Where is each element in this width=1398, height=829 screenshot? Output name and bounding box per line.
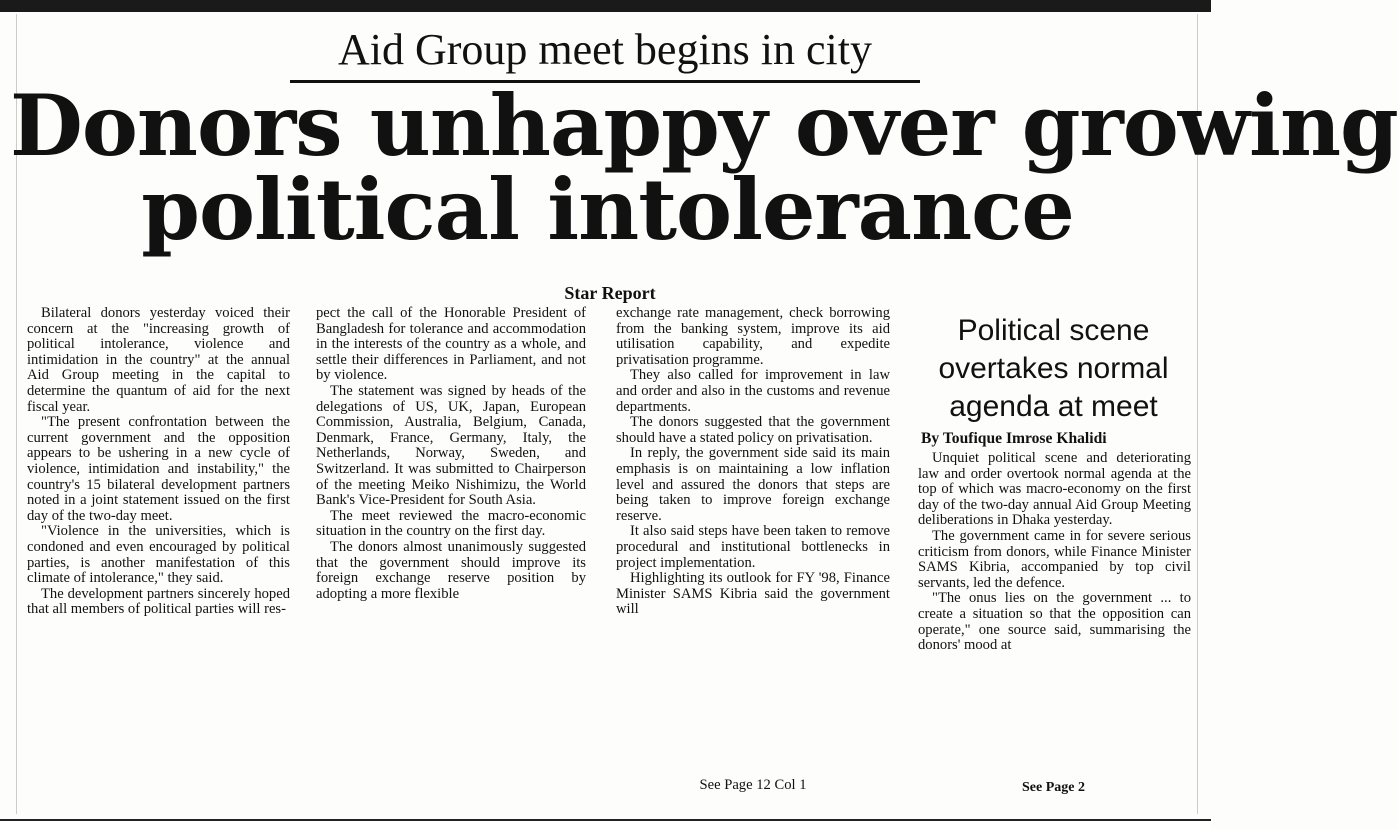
paragraph: The donors suggested that the government should have a stated policy on privatisation.: [616, 414, 890, 446]
sidebar-byline: By Toufique Imrose Khalidi: [921, 430, 1107, 447]
headline-line-1: Donors unhappy over growing: [10, 76, 1398, 175]
sidebar-headline-line-1: Political scene: [957, 314, 1150, 347]
paragraph: Bilateral donors yesterday voiced their concern at the "increasing growth of political intolerance, violence and intimidation in the country" at the annual Aid Group meeting in the capital to determine the quantum of aid for the next fiscal year.: [27, 305, 290, 415]
paragraph: The meet reviewed the macro-economic situation in the country on the first day.: [316, 507, 586, 540]
main-byline: Star Report: [564, 283, 656, 303]
paragraph: It also said steps have been taken to remove procedural and institutional bottlenecks in project implementation.: [616, 523, 890, 571]
paragraph: The government came in for severe serious criticism from donors, while Finance Minister SAMS Kibria, accompanied by top civil servants, led the defence.: [918, 527, 1191, 591]
sidebar-headline: [916, 312, 1191, 426]
article-column-3: [616, 306, 890, 794]
sidebar-headline-line-2: overtakes normal: [938, 352, 1169, 385]
paragraph: Unquiet political scene and deteriorating law and order overtook normal agenda at the top of which was macro-economy on the first day of the two-day annual Aid Group Meeting deliberations in Dhaka yesterday.: [918, 450, 1191, 529]
paragraph: The donors almost unanimously suggested that the government should improve its foreign exchange reserve position by adopting a more flexible: [316, 538, 586, 602]
paragraph: In reply, the government side said its main emphasis is on maintaining a low inflation level and assured the donors that steps are being taken to improve foreign exchange reserve.: [616, 445, 890, 524]
sidebar-column: [918, 451, 1191, 781]
paragraph: They also called for improvement in law and order and also in the customs and revenue departments.: [616, 367, 890, 415]
paragraph: pect the call of the Honorable President of Bangladesh for tolerance and accommodation in the interests of the country as a whole, and settle their differences in Parliament, and not by violence.: [316, 305, 586, 384]
top-rule: [0, 0, 1211, 12]
continuation-note: See Page 12 Col 1: [699, 777, 807, 793]
paragraph: "The onus lies on the government ... to create a situation so that the opposition can operate," one source said, summarising the donors' mood at: [918, 590, 1191, 654]
paragraph: "Violence in the universities, which is condoned and even encouraged by political parties, is another manifestation of this climate of intolerance," they said.: [27, 523, 290, 587]
paragraph: Highlighting its outlook for FY '98, Finance Minister SAMS Kibria said the government will: [616, 570, 890, 618]
article-column-1: [27, 306, 290, 794]
kicker-headline: Aid Group meet begins in city: [290, 22, 920, 83]
sidebar-headline-line-3: agenda at meet: [949, 390, 1158, 423]
main-headline: [10, 76, 1398, 259]
article-column-2: [316, 306, 586, 794]
paragraph: The statement was signed by heads of the delegations of US, UK, Japan, European Commission, Australia, Belgium, Canada, Denmark, France, Germany, Italy, the Netherlands, Norway, Sweden, and Switzerland. It was submitted to Chairperson of the meeting Meiko Nishimizu, the World Bank's Vice-President for South Asia.: [316, 382, 586, 509]
headline-line-2: political intolerance: [141, 160, 1074, 259]
sidebar-continuation-note: See Page 2: [1022, 780, 1085, 795]
paragraph: "The present confrontation between the current government and the opposition appears to be ushering in a new cycle of violence, intimidation and instability," the country's 15 bilateral development partners noted in a joint statement issued on the first day of the two-day meet.: [27, 414, 290, 524]
bottom-rule: [0, 819, 1211, 829]
paragraph: exchange rate management, check borrowing from the banking system, improve its aid utilisation capability, and expedite privatisation programme.: [616, 305, 890, 368]
paragraph: The development partners sincerely hoped that all members of political parties will res-: [27, 585, 290, 618]
